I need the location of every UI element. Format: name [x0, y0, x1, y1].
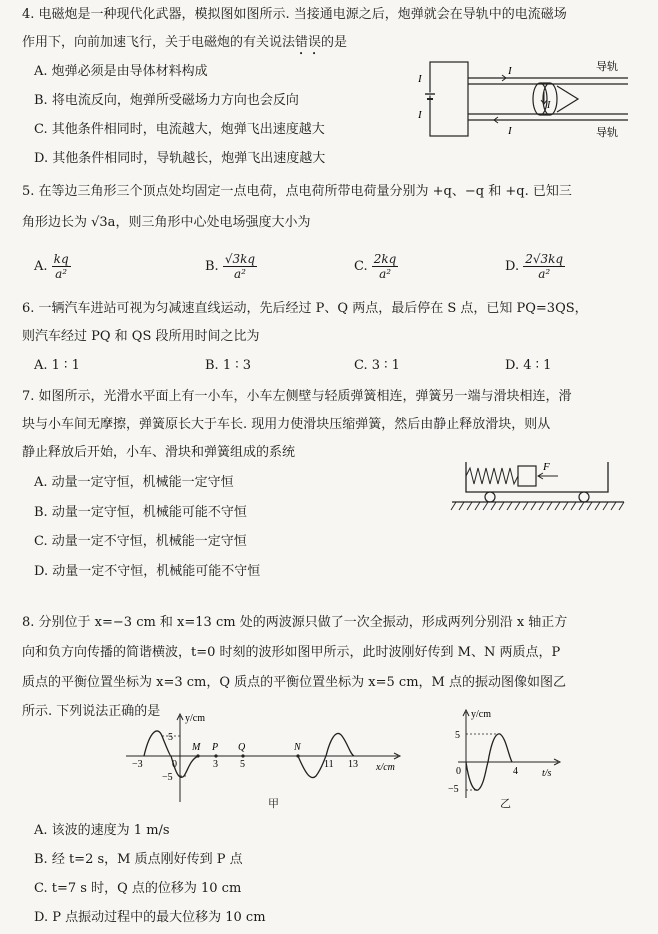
current-label-left-2: I: [418, 109, 422, 121]
q5-option-a: [34, 252, 71, 281]
q5-a-num: kq: [53, 252, 69, 266]
wave-figure-jia: [118, 710, 408, 808]
jia-x-13: 13: [348, 759, 358, 770]
q8-option-c: C. t=7 s 时，Q 点的位移为 10 cm: [34, 881, 242, 896]
q7-stem-line3: 静止释放后开始，小车、滑块和弹簧组成的系统: [22, 445, 296, 460]
q8-stem-line3: 质点的平衡位置坐标为 x=3 cm，Q 质点的平衡位置坐标为 x=5 cm，M 点的振动图像如图乙: [22, 675, 566, 690]
jia-x-11: 11: [324, 759, 334, 770]
yi-t-4: 4: [513, 766, 518, 777]
q6-option-d: D. 4 ∶ 1: [505, 358, 552, 373]
vibration-figure-yi: [446, 706, 566, 804]
q5-option-a-frac: [52, 252, 71, 281]
jia-point-p: P: [212, 742, 219, 753]
jia-y-max: 5: [168, 732, 173, 743]
q6-stem-line1: 6. 一辆汽车进站可视为匀减速直线运动，先后经过 P、Q 两点，最后停在 S 点，已知 PQ=3QS，: [22, 301, 588, 316]
q4-stem-line2: [22, 34, 347, 58]
q4-emphasis: 错误: [295, 35, 322, 50]
q5-option-d-frac: [523, 252, 565, 281]
jia-point-m: M: [192, 742, 201, 753]
jia-x-label: x/cm: [376, 762, 395, 773]
jia-y-min: −5: [162, 772, 173, 783]
q5-stem-line2: 角形边长为 √3a，则三角形中心处电场强度大小为: [22, 215, 311, 230]
rail-label-top: 导轨: [596, 60, 618, 73]
q4-stem-line1: 4. 电磁炮是一种现代化武器，模拟图如图所示. 当接通电源之后，炮弹就会在导轨中的电流磁场: [22, 7, 567, 22]
jia-x-5: 5: [240, 759, 245, 770]
q4-option-c: C. 其他条件相同时，电流越大，炮弹飞出速度越大: [34, 122, 325, 137]
q7-option-a: A. 动量一定守恒，机械能一定守恒: [34, 475, 234, 490]
q8-stem-line2: 向和负方向传播的简谐横波，t=0 时刻的波形如图甲所示，此时波刚好传到 M、N 两质点，P: [22, 645, 561, 660]
q5-option-a-letter: A.: [34, 259, 48, 274]
q5-b-num: √3kq: [224, 252, 256, 266]
q4-option-d: D. 其他条件相同时，导轨越长，炮弹飞出速度越大: [34, 151, 326, 166]
jia-point-q: Q: [238, 742, 246, 753]
q8-stem-line4: 所示. 下列说法正确的是: [22, 704, 161, 719]
q5-c-den: a²: [379, 267, 392, 281]
q7-option-d: D. 动量一定不守恒，机械能可能不守恒: [34, 564, 261, 579]
q8-option-d: D. P 点振动过程中的最大位移为 10 cm: [34, 910, 266, 925]
q5-option-c-frac: [372, 252, 399, 281]
jia-caption: 甲: [268, 797, 279, 810]
q6-stem-line2: 则汽车经过 PQ 和 QS 段所用时间之比为: [22, 329, 260, 344]
yi-y-min: −5: [448, 784, 459, 795]
q4-option-b: B. 将电流反向，炮弹所受磁场力方向也会反向: [34, 93, 299, 108]
q5-d-den: a²: [538, 267, 551, 281]
jia-x-3: 3: [213, 759, 218, 770]
current-label-left: I: [418, 73, 422, 85]
q5-option-b-frac: [223, 252, 257, 281]
q5-option-d: [505, 252, 565, 281]
yi-y-label: y/cm: [471, 709, 491, 720]
q7-stem-line2: 块与小车间无摩擦，弹簧原长大于车长. 现用力使滑块压缩弹簧，然后由静止释放滑块，则从: [22, 417, 551, 432]
q8-option-b: B. 经 t=2 s，M 质点刚好传到 P 点: [34, 852, 243, 867]
current-label-top: I: [508, 65, 512, 77]
railgun-figure: [418, 56, 634, 142]
q8-stem-line1: 8. 分别位于 x=−3 cm 和 x=13 cm 处的两波源只做了一次全振动，形成两列分别沿 x 轴正方: [22, 615, 568, 630]
q5-option-d-letter: D.: [505, 259, 520, 274]
q6-option-a: A. 1 ∶ 1: [34, 358, 80, 373]
q5-option-b: [205, 252, 257, 281]
yi-caption: 乙: [500, 797, 511, 810]
current-label-projectile: I: [547, 100, 551, 111]
cart-spring-figure: [448, 458, 628, 520]
q5-c-num: 2kq: [373, 252, 397, 266]
q5-b-den: a²: [233, 267, 246, 281]
yi-origin: 0: [456, 766, 461, 777]
q4-stem-line2-a: 作用下，向前加速飞行，关于电磁炮的有关说法: [22, 35, 296, 50]
jia-origin: 0: [172, 759, 177, 770]
jia-point-n: N: [294, 742, 301, 753]
force-label: F: [543, 461, 550, 473]
q5-d-num: 2√3kq: [525, 252, 564, 266]
q5-option-c-letter: C.: [354, 259, 368, 274]
q5-option-b-letter: B.: [205, 259, 219, 274]
current-label-bottom: I: [508, 125, 512, 137]
q6-option-b: B. 1 ∶ 3: [205, 358, 252, 373]
q5-option-c: [354, 252, 398, 281]
yi-x-label: t/s: [542, 768, 552, 779]
q7-option-b: B. 动量一定守恒，机械能可能不守恒: [34, 505, 247, 520]
q4-option-a: A. 炮弹必须是由导体材料构成: [34, 64, 208, 79]
jia-x-neg3: −3: [132, 759, 143, 770]
q5-stem-line1: 5. 在等边三角形三个顶点处均固定一点电荷，点电荷所带电荷量分别为 +q、−q 和 +q. 已知三: [22, 184, 572, 199]
q7-stem-line1: 7. 如图所示，光滑水平面上有一小车，小车左侧壁与轻质弹簧相连，弹簧另一端与滑块相连，滑: [22, 389, 572, 404]
q8-option-a: A. 该波的速度为 1 m/s: [34, 823, 170, 838]
jia-y-label: y/cm: [185, 713, 205, 724]
rail-label-bottom: 导轨: [596, 126, 618, 139]
q6-option-c: C. 3 ∶ 1: [354, 358, 400, 373]
q7-option-c: C. 动量一定不守恒，机械能一定守恒: [34, 534, 247, 549]
q5-a-den: a²: [55, 267, 68, 281]
q4-stem-line2-c: 的是: [321, 35, 348, 50]
yi-y-max: 5: [455, 730, 460, 741]
